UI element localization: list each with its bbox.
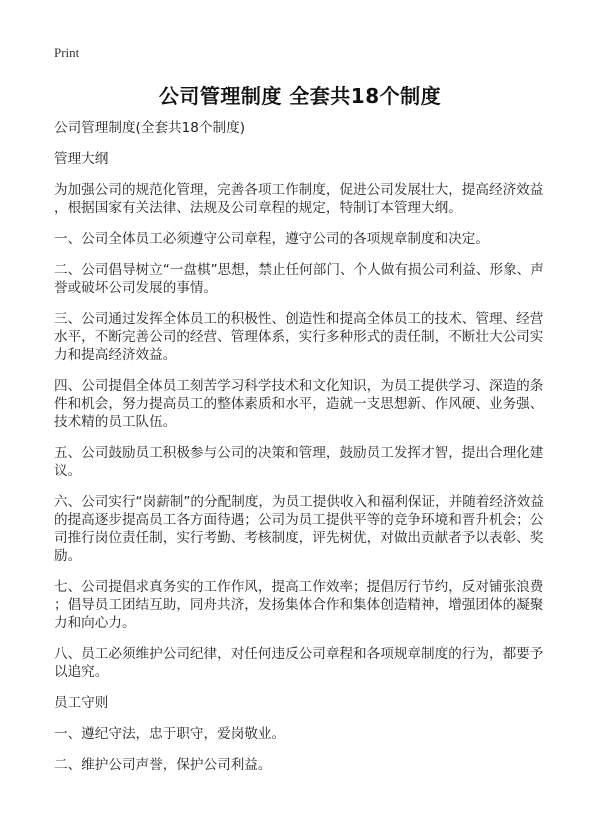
paragraph <box>54 230 564 248</box>
paragraph <box>54 310 564 364</box>
paragraph <box>54 645 564 681</box>
paragraph <box>54 119 564 137</box>
text-line: 员工守则 <box>54 695 109 711</box>
text-line: 力和提高经济效益。 <box>54 347 177 363</box>
text-line: 六、公司实行“岗薪制”的分配制度，为员工提供收入和福利保证，并随着经济效益 <box>54 494 544 510</box>
paragraph <box>54 150 564 168</box>
paragraph <box>54 261 564 297</box>
paragraph <box>54 493 564 565</box>
text-line: 司推行岗位责任制，实行考勤、考核制度，评先树优，对做出贡献者予以表彰、奖 <box>54 530 544 546</box>
text-line: 公司管理制度(全套共18个制度) <box>54 120 246 136</box>
text-line: ，根据国家有关法律、法规及公司章程的规定，特制订本管理大纲。 <box>54 200 462 216</box>
text-line: 五、公司鼓励员工积极参与公司的决策和管理，鼓励员工发挥才智，提出合理化建 <box>54 445 544 461</box>
paragraph <box>54 756 564 774</box>
document-title: 公司管理制度 全套共18个制度 <box>158 84 442 108</box>
document-body <box>54 119 564 787</box>
text-line: 三、公司通过发挥全体员工的积极性、创造性和提高全体员工的技术、管理、经营 <box>54 311 544 327</box>
text-line: 管理大纲 <box>54 151 109 167</box>
text-line: 为加强公司的规范化管理，完善各项工作制度，促进公司发展壮大，提高经济效益 <box>54 182 544 198</box>
text-line: 一、遵纪守法，忠于职守，爱岗敬业。 <box>54 726 286 742</box>
text-line: 二、公司倡导树立“一盘棋”思想，禁止任何部门、个人做有损公司利益、形象、声 <box>54 262 544 278</box>
print-label: Print <box>54 45 80 60</box>
text-line: 件和机会，努力提高员工的整体素质和水平，造就一支思想新、作风硬、业务强、 <box>54 396 544 412</box>
paragraph <box>54 578 564 632</box>
text-line: 力和向心力。 <box>54 615 136 631</box>
text-line: 水平，不断完善公司的经营、管理体系，实行多种形式的责任制，不断壮大公司实 <box>54 329 544 345</box>
text-line: 的提高逐步提高员工各方面待遇；公司为员工提供平等的竞争环境和晋升机会；公 <box>54 512 544 528</box>
text-line: 一、公司全体员工必须遵守公司章程，遵守公司的各项规章制度和决定。 <box>54 231 489 247</box>
text-line: ；倡导员工团结互助，同舟共济，发扬集体合作和集体创造精神，增强团体的凝聚 <box>54 597 544 613</box>
text-line: 七、公司提倡求真务实的工作作风，提高工作效率；提倡厉行节约，反对铺张浪费 <box>54 579 544 595</box>
paragraph <box>54 694 564 712</box>
text-line: 以追究。 <box>54 664 109 680</box>
text-line: 二、维护公司声誉，保护公司利益。 <box>54 757 272 773</box>
text-line: 励。 <box>54 548 82 564</box>
text-line: 四、公司提倡全体员工刻苦学习科学技术和文化知识，为员工提供学习、深造的条 <box>54 378 544 394</box>
text-line: 八、员工必须维护公司纪律，对任何违反公司章程和各项规章制度的行为，都要予 <box>54 646 544 662</box>
paragraph <box>54 181 564 217</box>
paragraph <box>54 444 564 480</box>
text-line: 议。 <box>54 463 82 479</box>
paragraph <box>54 725 564 743</box>
text-line: 技术精的员工队伍。 <box>54 414 177 430</box>
paragraph <box>54 377 564 431</box>
text-line: 誉或破坏公司发展的事情。 <box>54 280 218 296</box>
